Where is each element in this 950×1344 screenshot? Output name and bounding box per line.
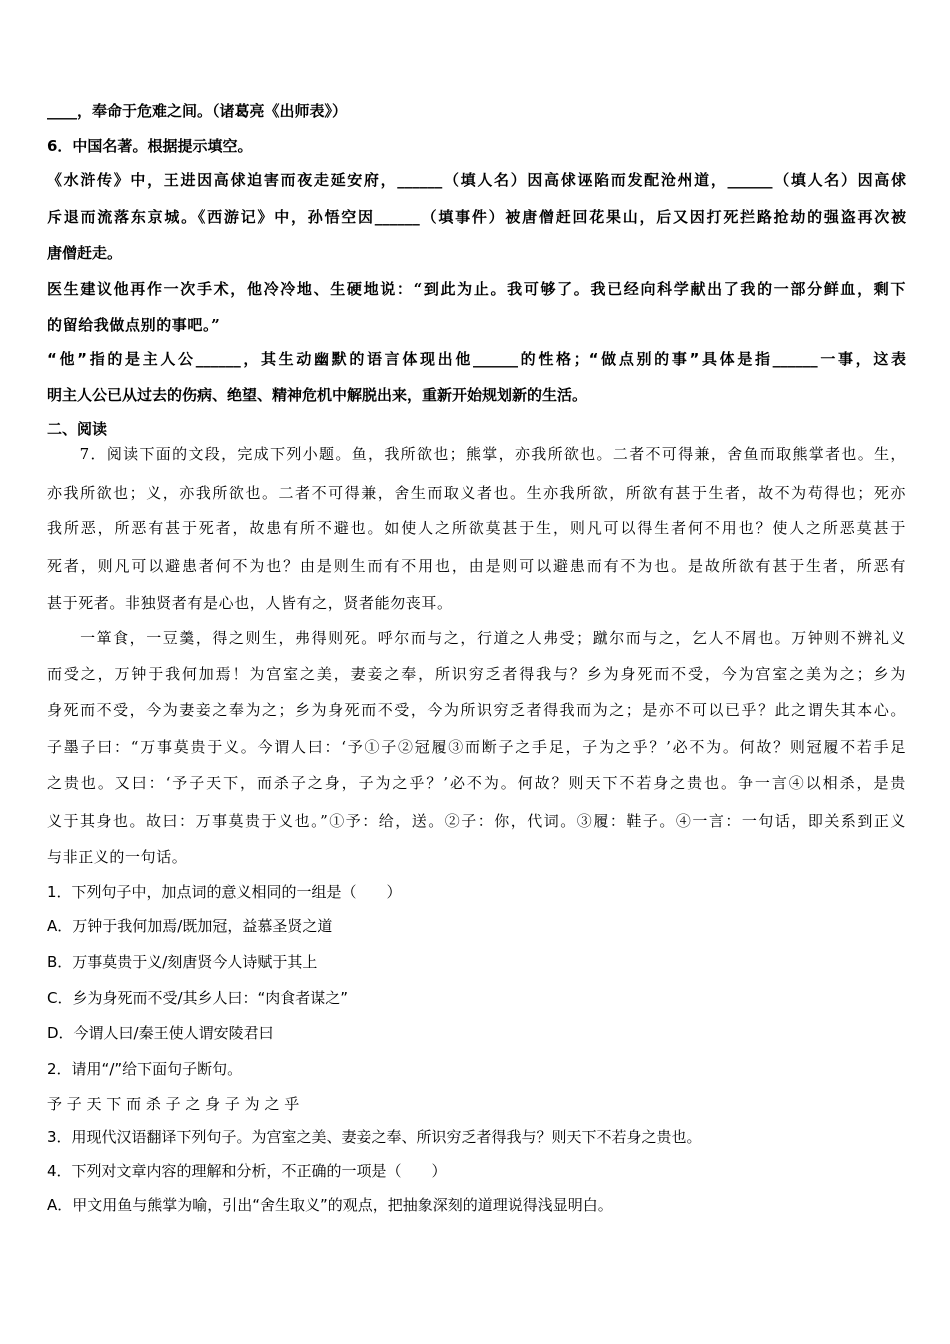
text-line: “他”指的是主人公______，其生动幽默的语言体现出他______的性格；“做点别的事”具体是指______一事，这表 [47,350,906,368]
text-line: 唐僧赶走。 [47,244,123,262]
question-1: 1．下列句子中，加点词的意义相同的一组是（ ） [47,883,402,901]
passage-line: 身死而不受，今为妻妾之奉为之；乡为身死而不受，今为所识穷乏者得我而为之；是亦不可以已乎？此之谓失其本心。 [47,701,906,719]
option-d: D．今谓人曰/秦王使人谓安陵君曰 [47,1024,274,1042]
question-3: 3．用现代汉语翻译下列句子。为宫室之美、妻妾之奉、所识穷乏者得我与？则天下不若身之贵也。 [47,1128,702,1146]
passage-line: 之贵也。又曰：‘予子天下，而杀子之身，子为之乎？’必不为。何故？则天下不若身之贵也。争一言④以相杀，是贵 [47,774,906,792]
passage-line: 死者，则凡可以避患者何不为也？由是则生而有不用也，由是则可以避患而有不为也。是故所欲有甚于生者，所恶有 [47,557,906,575]
question-heading: 6．中国名著。根据提示填空。 [47,137,253,155]
option-b: B．万事莫贵于义/刻唐贤今人诗赋于其上 [47,953,318,971]
passage-line: 7．阅读下面的文段，完成下列小题。鱼，我所欲也；熊掌，亦我所欲也。二者不可得兼，舍鱼而取熊掌者也。生， [47,445,906,463]
option-c: C．乡为身死而不受/其乡人曰：“肉食者谋之” [47,989,349,1007]
section-heading: 二、阅读 [47,420,108,438]
question-2: 2．请用“/”给下面句子断句。 [47,1060,243,1078]
text-line: 《水浒传》中，王进因高俅迫害而夜走延安府，______（填人名）因高俅诬陷而发配沧州道，______（填人名）因高俅 [47,171,906,189]
passage-line: 我所恶，所恶有甚于死者，故患有所不避也。如使人之所欲莫甚于生，则凡可以得生者何不用也？使人之所恶莫甚于 [47,519,906,537]
passage-line: 子墨子曰：“万事莫贵于义。今谓人曰：‘予①子②冠履③而断子之手足，子为之乎？’必不为。何故？则冠履不若手足 [47,738,906,756]
passage-line: 与非正义的一句话。 [47,848,188,866]
passage-line: 亦我所欲也；义，亦我所欲也。二者不可得兼，舍生而取义者也。生亦我所欲，所欲有甚于生者，故不为苟得也；死亦 [47,484,906,502]
passage-line: 一箪食，一豆羹，得之则生，弗得则死。呼尔而与之，行道之人弗受；蹴尔而与之，乞人不屑也。万钟则不辨礼义 [47,629,906,647]
text-line: 的留给我做点别的事吧。” [47,316,221,334]
text-line: ____，奉命于危难之间。（诸葛亮《出师表》） [47,102,348,120]
passage-line: 甚于死者。非独贤者有是心也，人皆有之，贤者能勿丧耳。 [47,594,453,612]
option-a: A．万钟于我何加焉/既加冠，益慕圣贤之道 [47,917,333,935]
passage-line: 而受之，万钟于我何加焉！为宫室之美，妻妾之奉，所识穷乏者得我与？乡为身死而不受，今为宫室之美为之；乡为 [47,665,906,683]
sentence-to-punctuate: 予 子 天 下 而 杀 子 之 身 子 为 之 乎 [47,1095,300,1113]
option-a: A．甲文用鱼与熊掌为喻，引出“舍生取义”的观点，把抽象深刻的道理说得浅显明白。 [47,1196,613,1214]
text-line: 医生建议他再作一次手术，他冷冷地、生硬地说：“到此为止。我可够了。我已经向科学献出了我的一部分鲜血，剩下 [47,280,906,298]
text-line: 明主人公已从过去的伤病、绝望、精神危机中解脱出来，重新开始规划新的生活。 [47,386,588,404]
passage-line: 义于其身也。故曰：万事莫贵于义也。”①予：给，送。②子：你，代词。③履：鞋子。④一言：一句话，即关系到正义 [47,812,906,830]
text-line: 斥退而流落东京城。《西游记》中，孙悟空因______（填事件）被唐僧赶回花果山，后又因打死拦路抢劫的强盗再次被 [47,208,906,226]
question-4: 4．下列对文章内容的理解和分析，不正确的一项是（ ） [47,1162,447,1180]
